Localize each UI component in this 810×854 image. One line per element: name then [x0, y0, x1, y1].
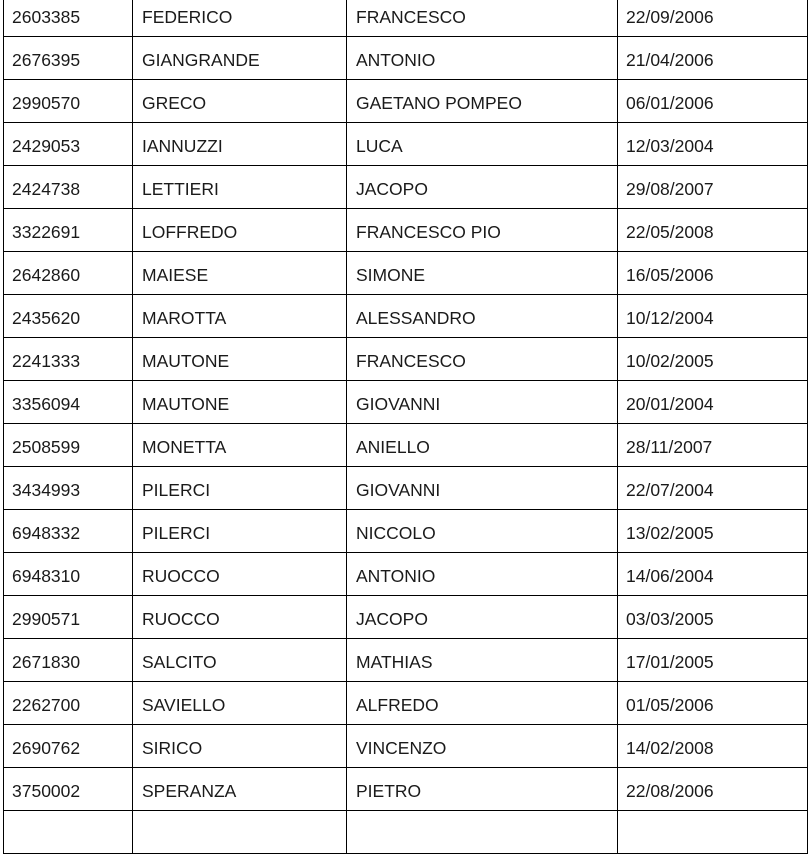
cell-birth-date-text: 10/02/2005 — [626, 351, 714, 371]
cell-surname-text: SPERANZA — [142, 781, 237, 801]
cell-birth-date — [618, 338, 808, 381]
cell-id — [4, 80, 133, 123]
cell-birth-date-text: 22/09/2006 — [626, 7, 714, 27]
cell-birth-date-text: 06/01/2006 — [626, 93, 714, 113]
table-row — [4, 37, 808, 80]
cell-id-text: 2671830 — [12, 652, 81, 672]
cell-id — [4, 639, 133, 682]
cell-birth-date — [618, 467, 808, 510]
cell-first-name — [347, 510, 618, 553]
cell-birth-date-text: 21/04/2006 — [626, 50, 714, 70]
cell-surname — [133, 381, 347, 424]
cell-first-name-text: ALESSANDRO — [356, 308, 476, 328]
cell-surname-text: RUOCCO — [142, 609, 220, 629]
cell-first-name — [347, 295, 618, 338]
cell-birth-date-text: 22/07/2004 — [626, 480, 714, 500]
cell-surname — [133, 37, 347, 80]
table-row — [4, 166, 808, 209]
cell-first-name-text: LUCA — [356, 136, 403, 156]
cell-cut-off — [347, 811, 618, 854]
cell-birth-date — [618, 381, 808, 424]
cell-birth-date-text: 03/03/2005 — [626, 609, 714, 629]
cell-birth-date — [618, 37, 808, 80]
cell-id — [4, 37, 133, 80]
cell-first-name — [347, 768, 618, 811]
cell-id — [4, 381, 133, 424]
cell-surname-text: PILERCI — [142, 480, 211, 500]
cell-id — [4, 123, 133, 166]
cell-first-name — [347, 166, 618, 209]
cell-id-text: 2424738 — [12, 179, 81, 199]
cell-id — [4, 338, 133, 381]
cell-birth-date-text: 20/01/2004 — [626, 394, 714, 414]
table-row — [4, 80, 808, 123]
cell-surname — [133, 209, 347, 252]
cell-first-name-text: JACOPO — [356, 179, 428, 199]
cell-birth-date — [618, 0, 808, 37]
cell-id-text: 2435620 — [12, 308, 81, 328]
cell-id-text: 2429053 — [12, 136, 81, 156]
cell-birth-date — [618, 295, 808, 338]
cell-surname — [133, 768, 347, 811]
cell-surname — [133, 467, 347, 510]
cell-birth-date-text: 12/03/2004 — [626, 136, 714, 156]
cell-first-name — [347, 639, 618, 682]
cell-birth-date-text: 10/12/2004 — [626, 308, 714, 328]
table-row — [4, 295, 808, 338]
cell-id — [4, 209, 133, 252]
cell-birth-date-text: 14/06/2004 — [626, 566, 714, 586]
cell-id-text: 3750002 — [12, 781, 81, 801]
table-row — [4, 0, 808, 37]
cell-surname-text: MAIESE — [142, 265, 209, 285]
cell-cut-off — [4, 811, 133, 854]
cell-surname — [133, 166, 347, 209]
table-row — [4, 467, 808, 510]
cell-id-text: 3434993 — [12, 480, 81, 500]
players-table — [3, 0, 808, 854]
cell-surname — [133, 295, 347, 338]
cell-surname — [133, 639, 347, 682]
cell-birth-date-text: 22/08/2006 — [626, 781, 714, 801]
cell-id-text: 2508599 — [12, 437, 81, 457]
cell-first-name-text: GIOVANNI — [356, 480, 441, 500]
cell-birth-date-text: 14/02/2008 — [626, 738, 714, 758]
cell-birth-date — [618, 209, 808, 252]
cell-id — [4, 424, 133, 467]
cell-id-text: 2990571 — [12, 609, 81, 629]
cell-cut-off — [618, 811, 808, 854]
cell-surname — [133, 252, 347, 295]
cell-id-text: 3356094 — [12, 394, 81, 414]
cell-first-name — [347, 209, 618, 252]
cell-first-name — [347, 725, 618, 768]
cell-id — [4, 553, 133, 596]
cell-first-name-text: ANTONIO — [356, 566, 436, 586]
cell-first-name-text: FRANCESCO — [356, 7, 466, 27]
table-row — [4, 553, 808, 596]
cell-first-name — [347, 424, 618, 467]
cell-surname-text: SAVIELLO — [142, 695, 226, 715]
cell-first-name — [347, 596, 618, 639]
cell-id-text: 2676395 — [12, 50, 81, 70]
table-row — [4, 381, 808, 424]
cell-birth-date — [618, 553, 808, 596]
cell-surname-text: GIANGRANDE — [142, 50, 260, 70]
cell-surname — [133, 725, 347, 768]
cell-id — [4, 166, 133, 209]
document-page — [3, 0, 808, 854]
cell-surname — [133, 0, 347, 37]
cell-id — [4, 682, 133, 725]
cell-id-text: 2990570 — [12, 93, 81, 113]
table-row — [4, 510, 808, 553]
cell-surname-text: MONETTA — [142, 437, 227, 457]
table-row — [4, 209, 808, 252]
cell-birth-date — [618, 166, 808, 209]
cell-surname-text: MAUTONE — [142, 394, 230, 414]
cell-id-text: 6948310 — [12, 566, 81, 586]
table-row — [4, 639, 808, 682]
cell-surname-text: LOFFREDO — [142, 222, 238, 242]
cell-surname-text: FEDERICO — [142, 7, 233, 27]
cell-surname-text: GRECO — [142, 93, 207, 113]
cell-first-name-text: GIOVANNI — [356, 394, 441, 414]
table-row — [4, 682, 808, 725]
cell-birth-date — [618, 682, 808, 725]
cell-first-name-text: ANIELLO — [356, 437, 430, 457]
cell-first-name-text: ALFREDO — [356, 695, 439, 715]
cell-first-name-text: JACOPO — [356, 609, 428, 629]
cell-birth-date — [618, 424, 808, 467]
table-body — [4, 0, 808, 854]
cell-first-name — [347, 80, 618, 123]
cell-birth-date — [618, 510, 808, 553]
cell-surname — [133, 553, 347, 596]
cell-birth-date-text: 01/05/2006 — [626, 695, 714, 715]
cell-surname — [133, 338, 347, 381]
cell-id-text: 2262700 — [12, 695, 81, 715]
cell-first-name-text: VINCENZO — [356, 738, 447, 758]
cell-surname-text: LETTIERI — [142, 179, 219, 199]
cell-first-name-text: MATHIAS — [356, 652, 433, 672]
cell-first-name-text: FRANCESCO — [356, 351, 466, 371]
cell-birth-date-text: 17/01/2005 — [626, 652, 714, 672]
cell-birth-date — [618, 596, 808, 639]
cell-first-name-text: ANTONIO — [356, 50, 436, 70]
cell-birth-date — [618, 725, 808, 768]
cell-birth-date-text: 28/11/2007 — [626, 437, 713, 457]
cell-surname-text: SALCITO — [142, 652, 217, 672]
cell-birth-date — [618, 123, 808, 166]
cell-birth-date-text: 22/05/2008 — [626, 222, 714, 242]
cell-birth-date-text: 29/08/2007 — [626, 179, 714, 199]
cell-surname — [133, 424, 347, 467]
cell-id-text: 2603385 — [12, 7, 81, 27]
cell-first-name — [347, 0, 618, 37]
cell-id — [4, 0, 133, 37]
table-row — [4, 768, 808, 811]
cell-birth-date — [618, 80, 808, 123]
cell-birth-date — [618, 768, 808, 811]
cell-surname — [133, 510, 347, 553]
cell-first-name — [347, 37, 618, 80]
cell-first-name — [347, 123, 618, 166]
cell-first-name — [347, 252, 618, 295]
cell-id-text: 2642860 — [12, 265, 81, 285]
table-row — [4, 338, 808, 381]
cell-birth-date-text: 13/02/2005 — [626, 523, 714, 543]
cell-id — [4, 467, 133, 510]
cell-first-name — [347, 467, 618, 510]
cell-surname-text: MAUTONE — [142, 351, 230, 371]
cell-cut-off — [133, 811, 347, 854]
cell-first-name — [347, 553, 618, 596]
cell-surname-text: PILERCI — [142, 523, 211, 543]
table-row — [4, 424, 808, 467]
cell-birth-date — [618, 252, 808, 295]
cell-first-name — [347, 338, 618, 381]
cell-id — [4, 768, 133, 811]
table-row-cut-off — [4, 811, 808, 854]
cell-surname-text: IANNUZZI — [142, 136, 223, 156]
cell-surname-text: SIRICO — [142, 738, 203, 758]
cell-surname — [133, 682, 347, 725]
cell-surname — [133, 80, 347, 123]
table-row — [4, 252, 808, 295]
cell-surname-text: RUOCCO — [142, 566, 220, 586]
cell-id — [4, 725, 133, 768]
cell-surname — [133, 596, 347, 639]
cell-surname — [133, 123, 347, 166]
cell-id-text: 6948332 — [12, 523, 81, 543]
cell-id-text: 3322691 — [12, 222, 81, 242]
cell-first-name — [347, 381, 618, 424]
cell-id — [4, 295, 133, 338]
cell-first-name-text: FRANCESCO PIO — [356, 222, 501, 242]
cell-first-name-text: PIETRO — [356, 781, 422, 801]
table-row — [4, 123, 808, 166]
cell-id-text: 2241333 — [12, 351, 81, 371]
table-row — [4, 725, 808, 768]
cell-id — [4, 252, 133, 295]
cell-birth-date-text: 16/05/2006 — [626, 265, 714, 285]
cell-first-name-text: SIMONE — [356, 265, 426, 285]
cell-id — [4, 596, 133, 639]
cell-id — [4, 510, 133, 553]
cell-surname-text: MAROTTA — [142, 308, 227, 328]
cell-first-name-text: GAETANO POMPEO — [356, 93, 522, 113]
cell-first-name-text: NICCOLO — [356, 523, 436, 543]
cell-first-name — [347, 682, 618, 725]
cell-birth-date — [618, 639, 808, 682]
cell-id-text: 2690762 — [12, 738, 81, 758]
table-row — [4, 596, 808, 639]
